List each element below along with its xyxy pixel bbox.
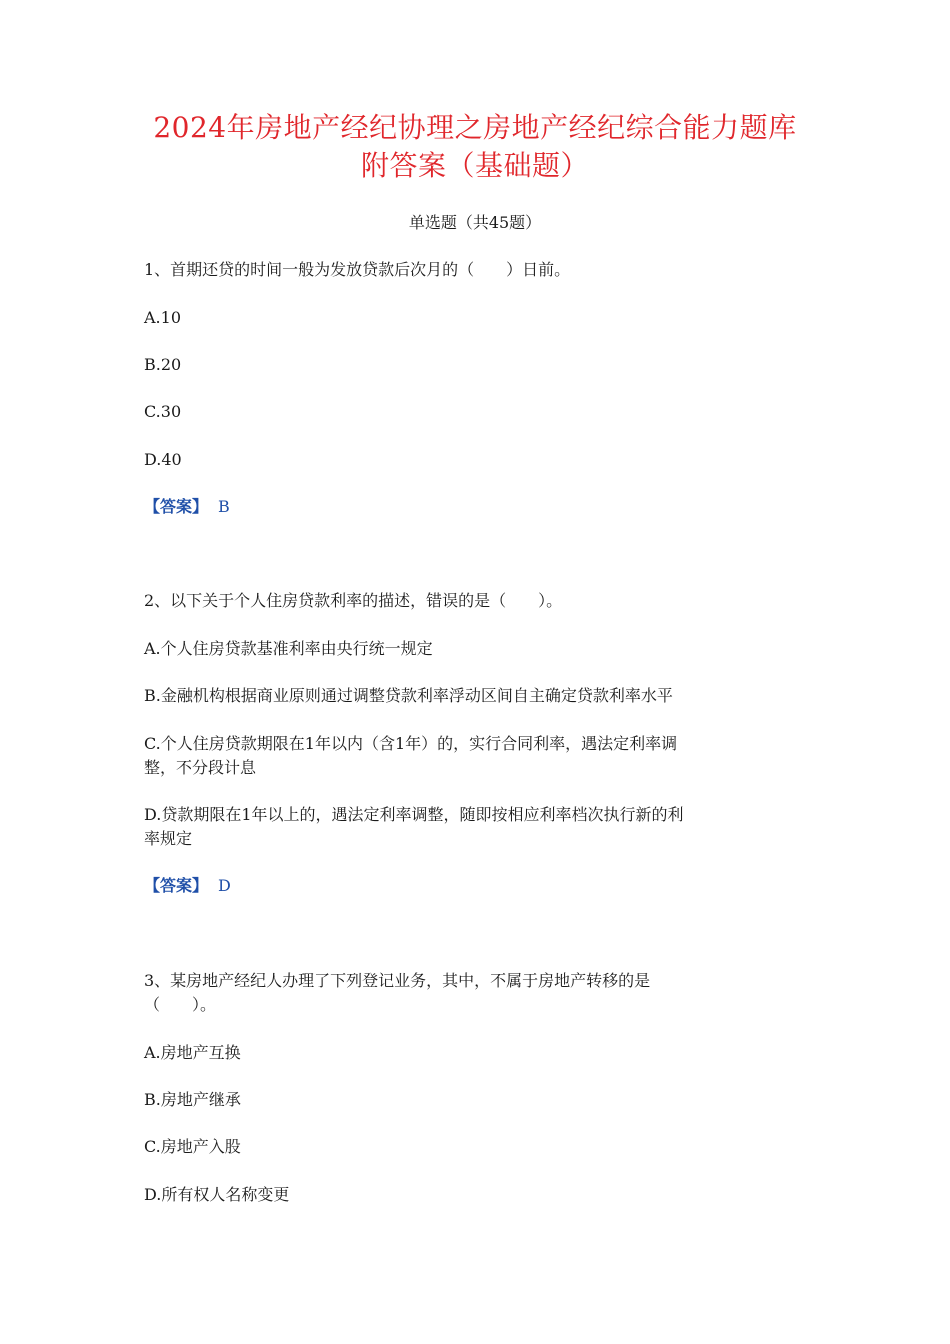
- question-2-option-d-line-2: 率规定: [144, 829, 193, 848]
- answer-label: 【答案】: [144, 876, 209, 895]
- question-3-option-d: D.所有权人名称变更: [144, 1185, 290, 1204]
- document-title-line-2: 附答案（基础题）: [360, 149, 589, 182]
- question-2-option-c-line-2: 整，不分段计息: [144, 758, 257, 777]
- answer-label: 【答案】: [144, 497, 209, 516]
- question-1-option-a: A.10: [144, 308, 181, 327]
- question-1-option-d: D.40: [144, 450, 182, 469]
- question-2-option-b: B.金融机构根据商业原则通过调整贷款利率浮动区间自主确定贷款利率水平: [144, 686, 673, 705]
- question-1-answer: [144, 495, 230, 519]
- question-1-option-c: C.30: [144, 402, 182, 421]
- question-3-option-c: C.房地产入股: [144, 1137, 241, 1156]
- answer-value: B: [218, 497, 230, 516]
- question-3-stem-line-1: 3、某房地产经纪人办理了下列登记业务，其中，不属于房地产转移的是: [144, 971, 651, 990]
- document-title-line-1: 2024年房地产经纪协理之房地产经纪综合能力题库: [153, 111, 797, 144]
- question-3-stem-line-2: （ ）。: [144, 995, 217, 1014]
- question-3-option-b: B.房地产继承: [144, 1090, 241, 1109]
- answer-value: D: [218, 876, 231, 895]
- question-1-stem: 1、首期还贷的时间一般为发放贷款后次月的（ ）日前。: [144, 260, 571, 279]
- question-2-option-a: A.个人住房贷款基准利率由央行统一规定: [144, 639, 433, 658]
- question-1-option-b: B.20: [144, 355, 182, 374]
- question-2-answer: [144, 874, 231, 898]
- question-2-option-d-line-1: D.贷款期限在1年以上的，遇法定利率调整，随即按相应利率档次执行新的利: [144, 805, 684, 824]
- question-2-stem: 2、以下关于个人住房贷款利率的描述，错误的是（ ）。: [144, 591, 563, 610]
- question-3-option-a: A.房地产互换: [144, 1043, 241, 1062]
- section-heading: 单选题（共45题）: [408, 213, 542, 232]
- question-2-option-c-line-1: C.个人住房贷款期限在1年以内（含1年）的，实行合同利率，遇法定利率调: [144, 734, 678, 753]
